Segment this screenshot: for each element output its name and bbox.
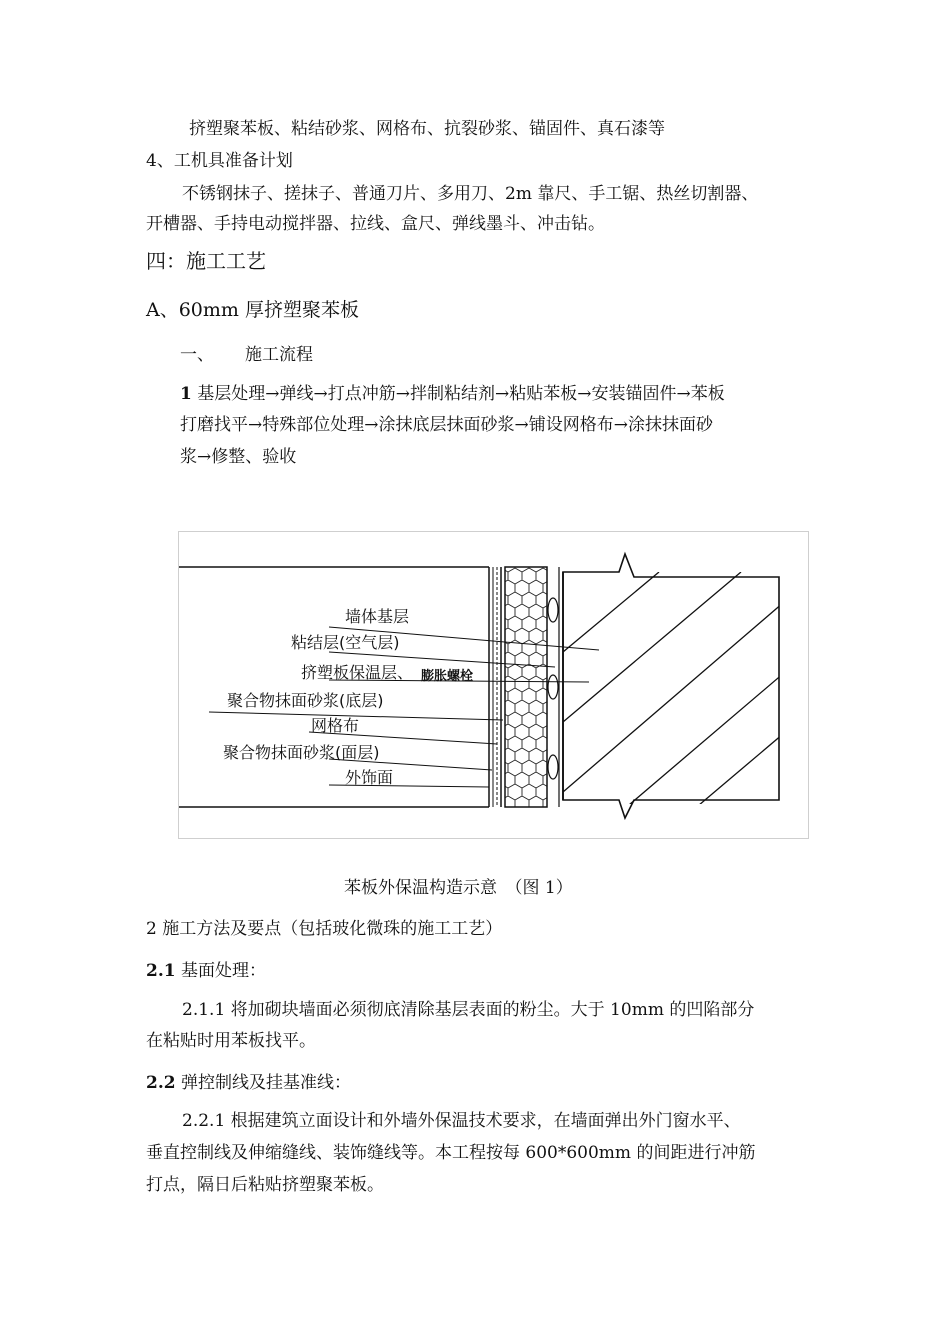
label-mortar-base: 聚合物抹面砂浆(底层)	[227, 691, 384, 710]
anchor-bolt-2	[548, 675, 558, 699]
s221-line-1: 2.2.1 根据建筑立面设计和外墙外保温技术要求，在墙面弹出外门窗水平、	[182, 1111, 741, 1131]
label-mortar-top: 聚合物抹面砂浆(面层)	[223, 743, 380, 762]
s22-heading	[146, 1072, 351, 1094]
s21-text: 基面处理：	[175, 961, 266, 981]
construction-diagram	[179, 532, 810, 840]
anchor-bolt-1	[548, 598, 558, 622]
anchor-bolt-3	[548, 755, 558, 779]
flow-line-1-text: 基层处理→弹线→打点冲筋→拌制粘结剂→粘贴苯板→安装锚固件→苯板	[191, 384, 725, 404]
section-4-heading: 四：施工工艺	[146, 249, 266, 273]
xps-insulation-layer	[505, 567, 547, 807]
section-a-heading: A、60mm 厚挤塑聚苯板	[146, 299, 359, 321]
flow-line-1	[180, 383, 725, 405]
s21-heading	[146, 960, 266, 982]
label-mesh: 网格布	[311, 716, 360, 735]
s22-number: 2.2	[146, 1073, 176, 1093]
figure-caption: 苯板外保温构造示意 （图 1）	[344, 878, 573, 898]
label-wall-base: 墙体基层	[345, 607, 410, 626]
wall-hatching	[563, 572, 810, 822]
construction-figure	[178, 531, 809, 839]
label-xps-layer: 挤塑板保温层、	[301, 663, 414, 682]
tools-line-1: 不锈钢抹子、搓抹子、普通刀片、多用刀、2m 靠尺、手工锯、热丝切割器、	[182, 184, 759, 204]
wall-base	[563, 554, 779, 818]
label-anchor: 膨胀螺栓	[421, 669, 474, 684]
flow-step-number: 1	[180, 384, 192, 404]
s221-line-3: 打点，隔日后粘贴挤塑聚苯板。	[146, 1175, 384, 1195]
method-heading: 2 施工方法及要点（包括玻化微珠的施工工艺）	[146, 919, 503, 939]
s211-line-2: 在粘贴时用苯板找平。	[146, 1031, 316, 1051]
label-bond-layer: 粘结层(空气层)	[291, 633, 400, 652]
flow-number: 一、	[180, 345, 214, 365]
s22-text: 弹控制线及挂基准线：	[175, 1073, 351, 1093]
label-finish: 外饰面	[345, 768, 394, 787]
flow-line-2: 打磨找平→特殊部位处理→涂抹底层抹面砂浆→铺设网格布→涂抹抹面砂	[180, 415, 713, 435]
s221-line-2: 垂直控制线及伸缩缝线、装饰缝线等。本工程按每 600*600mm 的间距进行冲筋	[146, 1143, 756, 1163]
materials-line: 挤塑聚苯板、粘结砂浆、网格布、抗裂砂浆、锚固件、真石漆等	[189, 119, 665, 139]
s21-number: 2.1	[146, 961, 176, 981]
flow-line-3: 浆→修整、验收	[180, 447, 297, 467]
flow-title: 施工流程	[245, 345, 313, 365]
tools-line-2: 开槽器、手持电动搅拌器、拉线、盒尺、弹线墨斗、冲击钻。	[146, 214, 605, 234]
s211-line-1: 2.1.1 将加砌块墙面必须彻底清除基层表面的粉尘。大于 10mm 的凹陷部分	[182, 1000, 755, 1020]
tools-heading: 4、工机具准备计划	[146, 151, 293, 171]
